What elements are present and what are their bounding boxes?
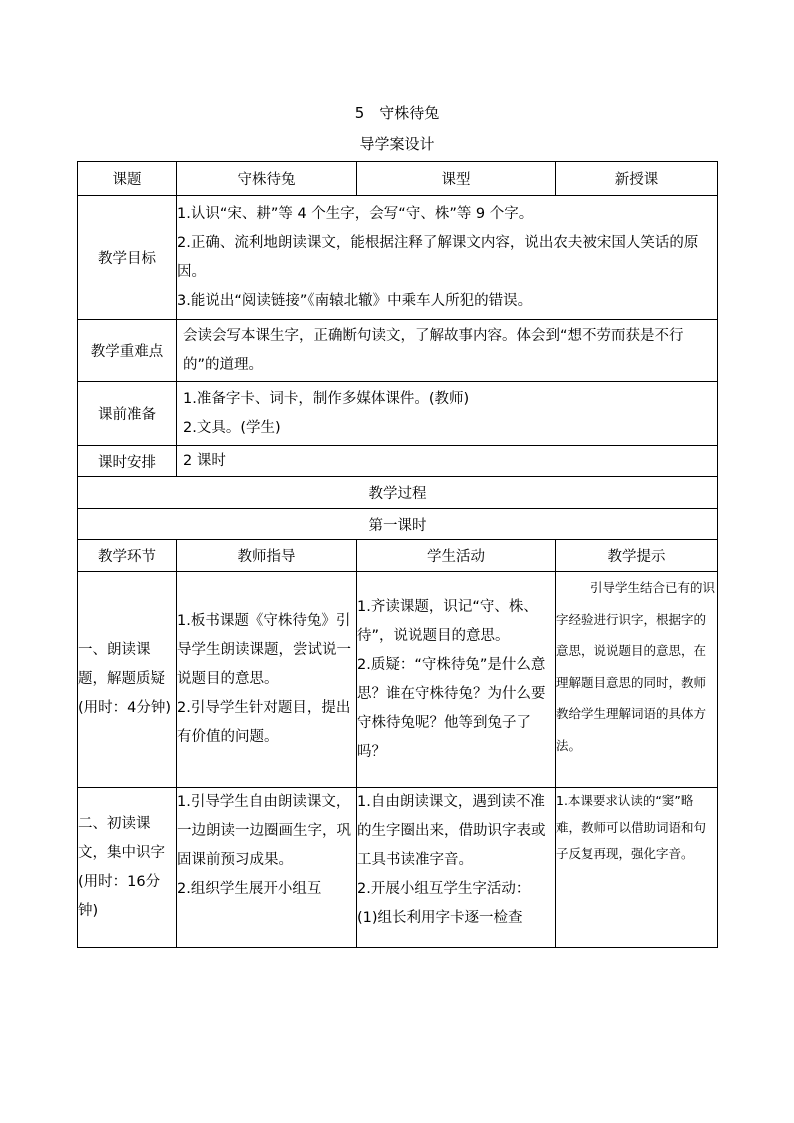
column-header: 教师指导 — [177, 540, 357, 572]
document-title: 导学案设计 — [359, 135, 435, 153]
prep-cell — [177, 382, 718, 446]
info-row-topic — [78, 162, 718, 196]
column-header: 教学提示 — [556, 540, 718, 572]
info-row-preparation — [78, 382, 718, 446]
table-row — [78, 788, 718, 948]
info-row-key-points — [78, 320, 718, 382]
teacher-cell — [177, 572, 357, 788]
info-row-goals — [78, 196, 718, 320]
goals-cell — [177, 196, 718, 320]
goal-item: 3.能说出“阅读链接”《南辕北辙》中乘车人所犯的错误。 — [177, 292, 533, 309]
student-item: (1)组长利用字卡逐一检查 — [357, 910, 523, 926]
lesson-title: 5 守株待兔 — [354, 104, 440, 122]
student-item: 2.质疑：“守株待兔”是什么意思？谁在守株待兔？为什么要守株待兔呢？他等到兔子了吗？ — [357, 656, 546, 760]
goals-label: 教学目标 — [78, 196, 177, 320]
teacher-cell — [177, 788, 357, 948]
hint-cell: 引导学生结合已有的识字经验进行识字，根据字的意思，说说题目的意思，在理解题目意思的同时，教师教给学生理解词语的具体方法。 — [556, 572, 718, 788]
goal-item: 1.认识“宋、耕”等 4 个生字，会写“守、株”等 9 个字。 — [177, 205, 534, 222]
hours-label: 课时安排 — [78, 446, 177, 477]
key-text: 会读会写本课生字，正确断句读文，了解故事内容。体会到“想不劳而获是不行的”的道理。 — [177, 320, 718, 382]
student-item: 2.开展小组互学生字活动： — [357, 881, 531, 897]
process-title: 教学过程 — [78, 477, 718, 509]
student-cell — [357, 788, 556, 948]
lesson-plan-table — [77, 161, 718, 948]
period-title: 第一课时 — [78, 509, 718, 540]
prep-item: 2.文具。(学生) — [183, 419, 281, 436]
student-item: 1.自由朗读课文，遇到读不准的生字圈出来，借助识字表或工具书读准字音。 — [357, 794, 546, 868]
stage-cell: 二、初读课文，集中识字(用时：16分钟) — [78, 788, 177, 948]
teacher-item: 2.组织学生展开小组互 — [177, 881, 322, 897]
prep-item: 1.准备字卡、词卡，制作多媒体课件。(教师) — [183, 390, 470, 407]
column-header: 教学环节 — [78, 540, 177, 572]
type-label: 课型 — [357, 162, 556, 196]
period-title-row — [78, 509, 718, 540]
hint-cell: 1.本课要求认读的“窦”略难，教师可以借助词语和句子反复再现，强化字音。 — [556, 788, 718, 948]
key-label: 教学重难点 — [78, 320, 177, 382]
process-title-row — [78, 477, 718, 509]
goal-item: 2.正确、流利地朗读课文，能根据注释了解课文内容，说出农夫被宋国人笑话的原因。 — [177, 234, 699, 280]
column-header: 学生活动 — [357, 540, 556, 572]
type-value: 新授课 — [556, 162, 718, 196]
stage-cell: 一、朗读课题，解题质疑(用时：4分钟) — [78, 572, 177, 788]
topic-value: 守株待兔 — [177, 162, 357, 196]
teacher-item: 2.引导学生针对题目，提出有价值的问题。 — [177, 700, 351, 745]
student-cell — [357, 572, 556, 788]
teacher-item: 1.板书课题《守株待兔》引导学生朗读课题，尝试说一说题目的意思。 — [177, 613, 351, 687]
student-item: 1.齐读课题，识记“守、株、待”，说说题目的意思。 — [357, 598, 538, 644]
prep-label: 课前准备 — [78, 382, 177, 446]
column-header-row — [78, 540, 718, 572]
hours-value: 2 课时 — [177, 446, 718, 477]
teacher-item: 1.引导学生自由朗读课文，一边朗读一边圈画生字，巩固课前预习成果。 — [177, 794, 351, 868]
info-row-hours — [78, 446, 718, 477]
table-row — [78, 572, 718, 788]
topic-label: 课题 — [78, 162, 177, 196]
